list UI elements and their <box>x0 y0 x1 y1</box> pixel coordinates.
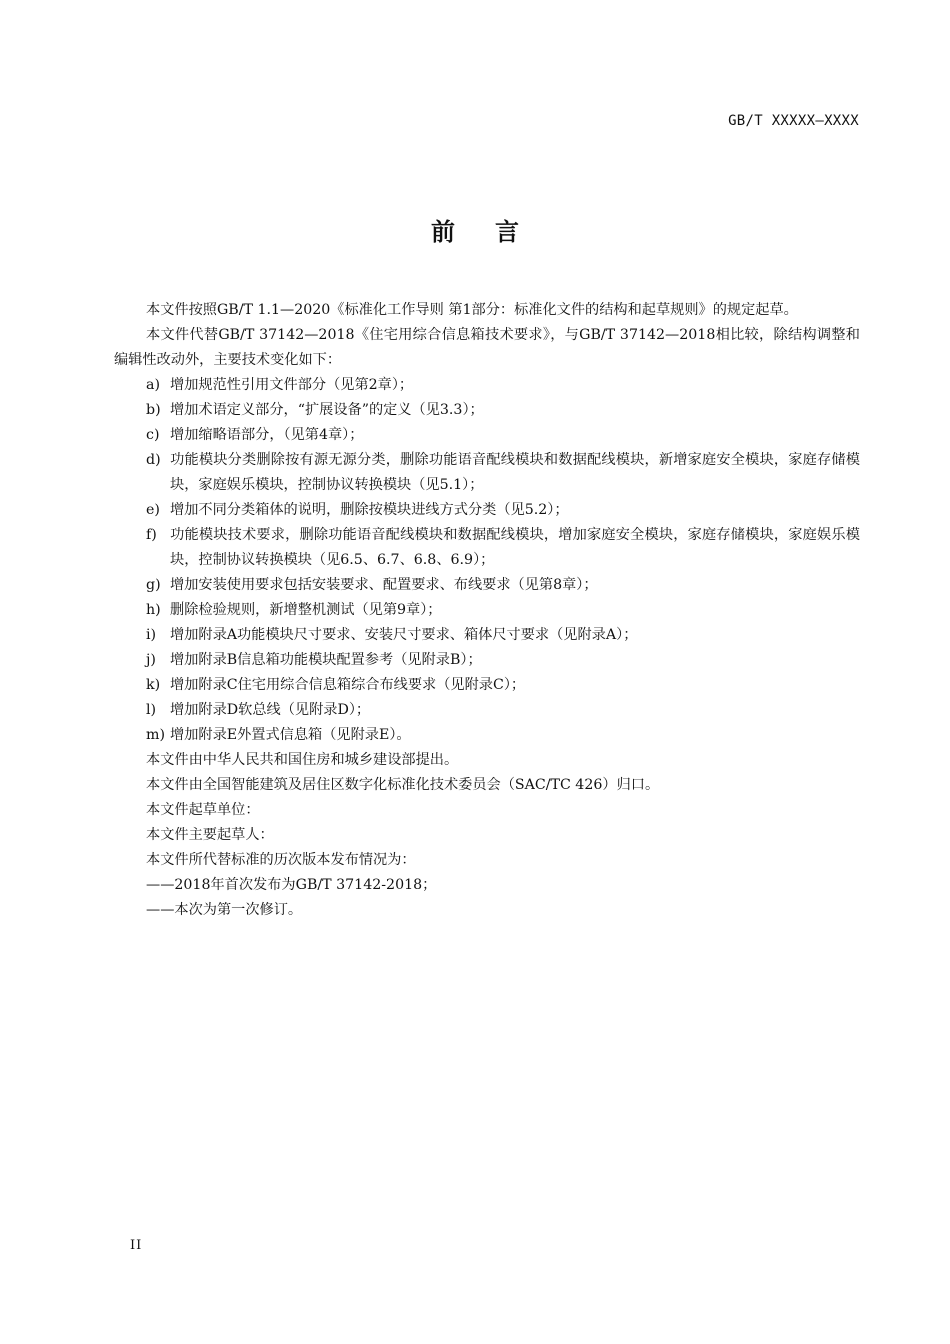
list-item-label: m) <box>146 727 165 743</box>
drafting-units: 本文件起草单位： <box>146 802 260 818</box>
document-number-header: GB/T XXXXX—XXXX <box>728 113 859 129</box>
list-item-label: f) <box>146 527 157 543</box>
intro-paragraph: 本文件代替GB/T 37142—2018《住宅用综合信息箱技术要求》，与GB/T 37142—2018相比较，除结构调整和编辑性改动外，主要技术变化如下： <box>114 327 860 368</box>
history-item: ——2018年首次发布为GB/T 37142-2018； <box>146 877 437 893</box>
changes-list <box>114 373 860 748</box>
list-item-text: 删除检验规则，新增整机测试（见第9章）； <box>170 602 442 618</box>
page-number: II <box>130 1238 143 1253</box>
list-item-label: i) <box>146 627 157 643</box>
page-title: 前言 <box>431 217 559 246</box>
list-item-text: 增加附录D软总线（见附录D）； <box>170 702 371 718</box>
list-item <box>114 698 860 723</box>
proposer-statement: 本文件由中华人民共和国住房和城乡建设部提出。 <box>146 752 459 768</box>
history-item: ——本次为第一次修订。 <box>146 902 303 918</box>
list-item <box>114 448 860 498</box>
list-item <box>114 398 860 423</box>
list-item-label: b) <box>146 402 161 418</box>
list-item <box>114 673 860 698</box>
list-item-text: 增加缩略语部分，（见第4章）； <box>170 427 364 443</box>
foreword-body <box>114 298 860 923</box>
history-heading: 本文件所代替标准的历次版本发布情况为： <box>146 852 416 868</box>
list-item-label: j) <box>146 652 156 668</box>
list-item-text: 增加规范性引用文件部分（见第2章）； <box>170 377 414 393</box>
list-item-label: a) <box>146 377 160 393</box>
list-item-label: e) <box>146 502 160 518</box>
list-item-text: 增加不同分类箱体的说明，删除按模块进线方式分类（见5.2）； <box>170 502 569 518</box>
list-item-text: 增加附录E外置式信息箱（见附录E）。 <box>170 727 411 743</box>
committee-statement: 本文件由全国智能建筑及居住区数字化标准化技术委员会（SAC/TC 426）归口。 <box>146 777 660 793</box>
intro-paragraph: 本文件按照GB/T 1.1—2020《标准化工作导则 第1部分：标准化文件的结构和起草规则》的规定起草。 <box>146 302 798 318</box>
list-item <box>114 723 860 748</box>
list-item-label: h) <box>146 602 161 618</box>
list-item-label: k) <box>146 677 161 693</box>
list-item-text: 增加附录C住宅用综合信息箱综合布线要求（见附录C）； <box>170 677 526 693</box>
list-item-text: 增加安装使用要求包括安装要求、配置要求、布线要求（见第8章）； <box>170 577 598 593</box>
list-item-label: d) <box>146 452 161 468</box>
list-item <box>114 423 860 448</box>
drafters: 本文件主要起草人： <box>146 827 274 843</box>
list-item <box>114 598 860 623</box>
list-item-text: 增加附录B信息箱功能模块配置参考（见附录B）； <box>170 652 482 668</box>
list-item <box>114 648 860 673</box>
list-item-label: l) <box>146 702 157 718</box>
list-item <box>114 523 860 573</box>
list-item <box>114 623 860 648</box>
list-item-text: 增加术语定义部分，“扩展设备”的定义（见3.3）； <box>170 402 484 418</box>
list-item-label: c) <box>146 427 160 443</box>
list-item-text: 功能模块分类删除按有源无源分类，删除功能语音配线模块和数据配线模块，新增家庭安全模块，家庭存储模块，家庭娱乐模块，控制协议转换模块（见5.1）； <box>170 452 860 493</box>
list-item <box>114 573 860 598</box>
list-item-text: 增加附录A功能模块尺寸要求、安装尺寸要求、箱体尺寸要求（见附录A）； <box>170 627 638 643</box>
list-item-label: g) <box>146 577 161 593</box>
list-item <box>114 373 860 398</box>
list-item <box>114 498 860 523</box>
list-item-text: 功能模块技术要求，删除功能语音配线模块和数据配线模块，增加家庭安全模块，家庭存储模块，家庭娱乐模块，控制协议转换模块（见6.5、6.7、6.8、6.9）； <box>170 527 860 568</box>
